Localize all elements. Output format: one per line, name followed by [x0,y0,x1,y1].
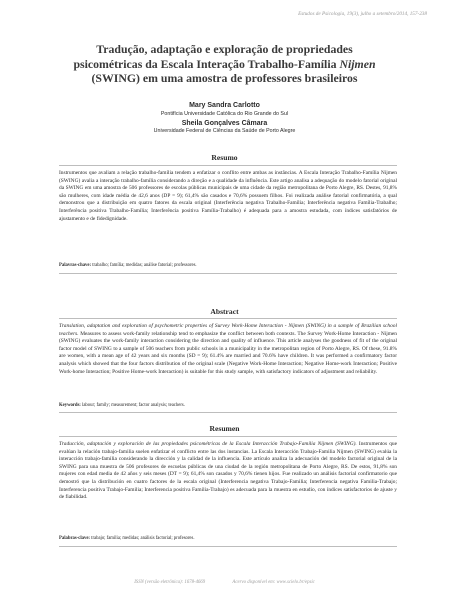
author-affiliation-2: Universidade Federal de Ciências da Saúde de Porto Alegre [153,128,296,134]
resumo-keywords [59,263,397,269]
abstract-keywords [59,403,397,409]
journal-header: Estudos de Psicologia, 19(3), julho a setembro/2014, 157-238 [298,11,427,17]
abstract-heading: Abstract [210,307,239,316]
author-name-1: Mary Sandra Carlotto [189,102,260,109]
resumen-top-rule [59,436,397,437]
resumo-bottom-rule [59,273,397,274]
title-line-2 [30,57,419,72]
footer-issn: ISSN (versão eletrônica): 1678-4669 [134,580,206,585]
footer-url[interactable]: Acervo disponível em: www.scielo.br/epsic [232,580,315,585]
title-line-2-italic: Nijmen [339,56,376,71]
abstract-bottom-rule [59,412,397,413]
abstract-text [59,323,397,376]
resumen-keywords-label: Palabras-clave: [59,536,90,541]
title-line-1: Tradução, adaptação e exploração de propriedades [96,42,353,56]
resumen-italic-title: Traducción, adaptación y exploración de las propiedades psicométricas de la Escala Interacción Trabajo-Familia Nijmen (SWING). [59,441,357,447]
abstract-top-rule [59,318,397,319]
author-block [30,102,419,137]
resumo-text: Instrumentos que avaliam a relação trabalho-família tendem a enfatizar o conflito entre ambas as instâncias. A Escala Interação Trabalho-Família Nijmen (SWING) avalia a interação trabalho-família considerando a direção e a qualidade da influência. Este artigo analisa a adequação do modelo fatorial original da SWING em uma amostra de 506 professores de escolas públicas municipais de uma cidade da região metropolitana de Porto Alegre, RS. Destes, 91,8% são mulheres, com idade média de 42,6 anos (DP = 9); 61,4% são casados e 70,6% possuem filhos. Foi realizada análise fatorial confirmatória, a qual demonstrou que a distribuição em quatro fatores da escala original (Interferência negativa Trabalho-Família; Interferência negativa Família-Trabalho; Interferência positiva Trabalho-Família; Interferência positiva Família-Trabalho) é adequada para a amostra estudada, com índices satisfatórios de ajustamento e de fidedignidade. [59,170,397,222]
resumo-top-rule [59,165,397,166]
title-line-3: (SWING) em uma amostra de professores brasileiros [91,71,358,85]
abstract-body: Measures to assess work-family relationship tend to emphasize the conflict between both contexts. The Survey Work-Home Interaction - Nijmen (SWING) evaluates the work-family interaction considering the direction and quality of influence. This article analyses the goodness of fit of the original factor model of SWING to a sample of 506 teachers from public schools in a municipality in the metropolitan region of Porto Alegre, RS. Of these, 91.8% are women, with a mean age of 42 years and six months (SD = 9); 61.4% are married and 70.6% have children. It was performed a confirmatory factor analysis which showed that the four factors distribution of the original scale (Negative Work-Home Interaction; Negative Home-work Interaction; Positive Work-home Interaction; Positive Home-work Interaction) is suitable for this study sample, with satisfactory indicators of adjustment and reliability. [59,330,397,375]
article-title [30,42,419,86]
resumo-keywords-list: trabalho; família; medidas; análise fatorial; professores. [92,263,197,268]
author-affiliation-1: Pontifícia Universidade Católica do Rio Grande do Sul [160,110,289,117]
abstract-keywords-list: labour; family; measurement; factor analysis; teachers. [82,403,185,408]
resumen-heading: Resumen [209,424,240,433]
resumen-bottom-rule [59,546,397,547]
resumen-keywords-list: trabajo; familia; medidas; análisis factorial; profesores. [91,536,195,541]
resumen-body: Instrumentos que evalúan la relación trabajo-familia suelen enfatizar el conflicto entre las dos instancias. La Escala Interacción Trabajo-Familia Nijmen (SWING) evalúa la interacción trabajo-familia considerando la dirección y la calidad de la influencia. Este artículo analiza la adecuación del modelo factorial original de la SWING para una muestra de 506 profesores de escuelas públicas de una ciudad de la región metropolitana de Porto Alegre, RS. De estos, 91,8% son mujeres con edad media de 42 años y seis meses (DT = 9); 61,4% son casados y 70,6% tienen hijos. Fue realizado un análisis factorial confirmatorio que demostró que la distribución en cuatro factores de la escala original (Interferencia negativa Trabajo-Familia; Interferencia negativa Familia-Trabajo; Interferencia positiva Trabajo-Familia; Interferencia positiva Familia-Trabajo) es adecuada para la muestra en estudio, con índices satisfactorios de ajuste y de fiabilidad. [59,441,397,501]
title-line-2-text: psicométricas da Escala Interação Trabalho-Família [73,56,340,71]
abstract-italic-title: Translation, adaptation and exploration of psychometric properties of Survey Work-Home Interaction - Nijmen (SWING) in a sample of Brazilian school teachers. [59,323,397,337]
resumen-keywords [59,536,397,542]
page-footer [0,580,449,585]
abstract-keywords-label: Keywords: [59,403,81,408]
author-name-2: Sheila Gonçalves Câmara [181,119,268,127]
resumo-keywords-label: Palavras-chave: [59,263,92,268]
resumo-heading: Resumo [211,153,238,162]
resumen-text [59,441,397,502]
